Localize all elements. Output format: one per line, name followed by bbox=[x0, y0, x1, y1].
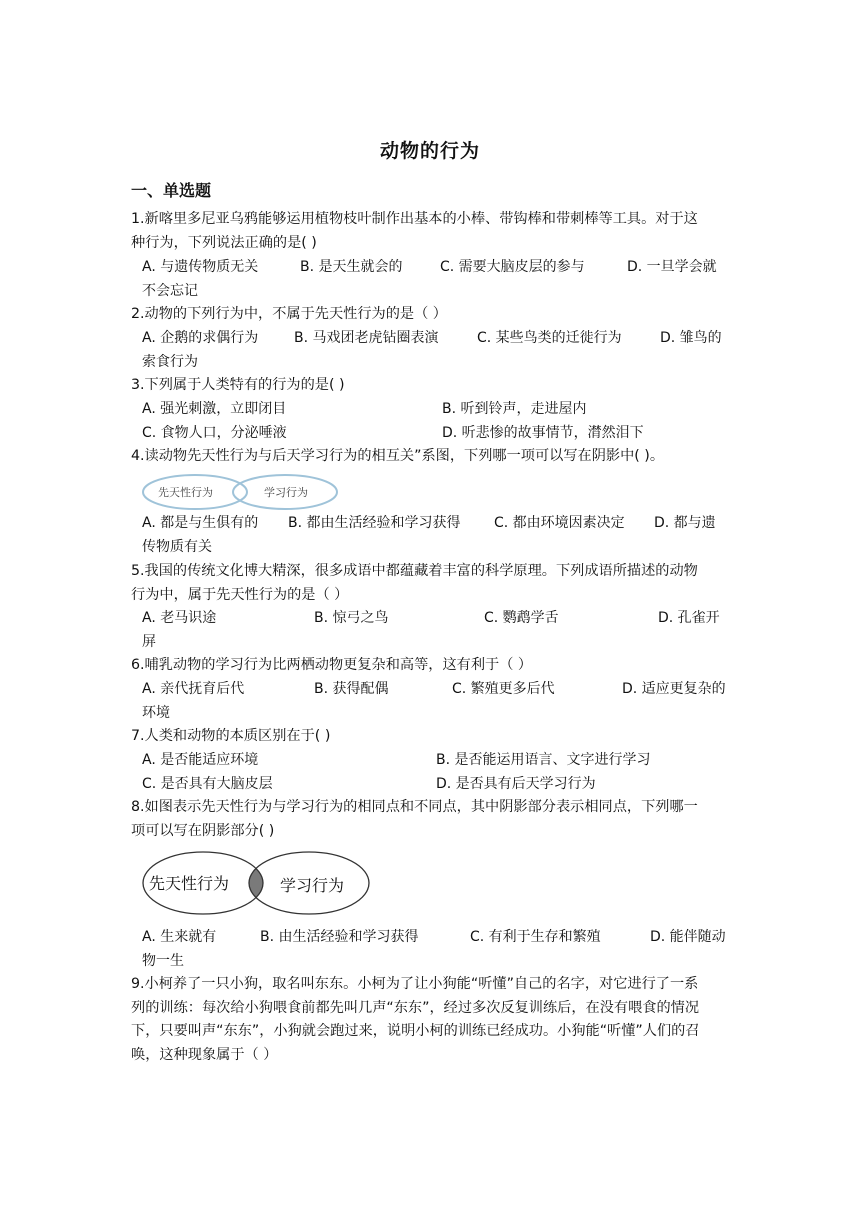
option-b[interactable]: B. 听到铃声，走进屋内 bbox=[442, 401, 587, 417]
option-a[interactable]: A. 是否能适应环境 bbox=[142, 752, 259, 768]
question-7-stem bbox=[131, 725, 731, 749]
option-d[interactable]: D. 能伴随动 bbox=[650, 929, 726, 945]
option-a[interactable]: A. 老马识途 bbox=[142, 610, 217, 626]
option-c[interactable]: C. 有利于生存和繁殖 bbox=[470, 929, 601, 945]
option-b[interactable]: B. 惊弓之鸟 bbox=[314, 610, 389, 626]
option-d-continuation: 屏 bbox=[142, 633, 156, 650]
option-c[interactable]: C. 都由环境因素决定 bbox=[494, 515, 625, 531]
question-9-stem bbox=[131, 973, 731, 1067]
stem-line: 2.动物的下列行为中，不属于先天性行为的是（ ） bbox=[131, 306, 447, 322]
option-d[interactable]: D. 听悲惨的故事情节，潸然泪下 bbox=[442, 424, 644, 441]
option-a[interactable]: A. 都是与生俱有的 bbox=[142, 515, 259, 531]
option-b[interactable]: B. 是否能运用语言、文字进行学习 bbox=[436, 752, 651, 768]
stem-line: 6.哺乳动物的学习行为比两栖动物更复杂和高等，这有利于（ ） bbox=[131, 657, 533, 673]
option-b[interactable]: B. 由生活经验和学习获得 bbox=[260, 929, 419, 945]
option-a[interactable]: A. 亲代抚育后代 bbox=[142, 681, 245, 697]
question-4-options bbox=[142, 512, 732, 559]
option-d-continuation: 物一生 bbox=[142, 952, 184, 969]
question-2-options bbox=[142, 327, 732, 374]
option-c[interactable]: C. 繁殖更多后代 bbox=[452, 681, 555, 697]
venn-right-label: 学习行为 bbox=[264, 486, 308, 499]
option-b[interactable]: B. 马戏团老虎钻圈表演 bbox=[294, 330, 439, 346]
stem-line: 行为中，属于先天性行为的是（ ） bbox=[131, 586, 349, 603]
venn-diagram-1 bbox=[140, 472, 340, 512]
option-a[interactable]: A. 强光刺激，立即闭目 bbox=[142, 401, 287, 417]
question-1-stem bbox=[131, 208, 731, 255]
page-title: 动物的行为 bbox=[379, 140, 480, 162]
question-8-options bbox=[142, 926, 732, 973]
option-d[interactable]: D. 孔雀开 bbox=[658, 610, 720, 626]
question-3-stem bbox=[131, 374, 731, 398]
option-c[interactable]: C. 某些鸟类的迁徙行为 bbox=[477, 330, 622, 346]
option-a[interactable]: A. 与遗传物质无关 bbox=[142, 259, 259, 275]
question-3-options bbox=[142, 398, 732, 445]
venn-left-label: 先天性行为 bbox=[149, 874, 230, 893]
stem-line: 7.人类和动物的本质区别在于( ) bbox=[131, 728, 331, 744]
option-a[interactable]: A. 生来就有 bbox=[142, 929, 217, 945]
option-c[interactable]: C. 需要大脑皮层的参与 bbox=[440, 259, 585, 275]
question-7-options bbox=[142, 749, 732, 796]
stem-line: 下，只要叫声“东东”，小狗就会跑过来，说明小柯的训练已经成功。小狗能“听懂”人们的召 bbox=[131, 1023, 700, 1040]
stem-line: 9.小柯养了一只小狗，取名叫东东。小柯为了让小狗能“听懂”自己的名字，对它进行了一系 bbox=[131, 976, 699, 992]
option-b[interactable]: B. 都由生活经验和学习获得 bbox=[288, 515, 461, 531]
question-4-stem bbox=[131, 445, 731, 469]
stem-line: 3.下列属于人类特有的行为的是( ) bbox=[131, 377, 345, 393]
stem-line: 4.读动物先天性行为与后天学习行为的相互关”系图，下列哪一项可以写在阴影中( )。 bbox=[131, 448, 665, 464]
option-b[interactable]: B. 是天生就会的 bbox=[300, 259, 403, 275]
question-8-stem bbox=[131, 796, 731, 843]
stem-line: 5.我国的传统文化博大精深，很多成语中都蕴藏着丰富的科学原理。下列成语所描述的动物 bbox=[131, 563, 698, 579]
venn-right-label: 学习行为 bbox=[280, 876, 345, 895]
stem-line: 1.新喀里多尼亚乌鸦能够运用植物枝叶制作出基本的小棒、带钩棒和带刺棒等工具。对于这 bbox=[131, 211, 698, 227]
option-d-continuation: 索食行为 bbox=[142, 353, 198, 370]
option-d[interactable]: D. 雏鸟的 bbox=[660, 330, 722, 346]
question-6-stem bbox=[131, 654, 731, 678]
option-d[interactable]: D. 一旦学会就 bbox=[627, 259, 717, 275]
question-5-options bbox=[142, 607, 732, 654]
option-d-continuation: 环境 bbox=[142, 704, 170, 721]
venn-diagram-2 bbox=[140, 848, 372, 918]
option-a[interactable]: A. 企鹅的求偶行为 bbox=[142, 330, 259, 346]
question-5-stem bbox=[131, 560, 731, 607]
option-d[interactable]: D. 都与遗 bbox=[654, 515, 716, 531]
question-6-options bbox=[142, 678, 732, 725]
venn-left-label: 先天性行为 bbox=[158, 486, 213, 499]
option-d[interactable]: D. 适应更复杂的 bbox=[622, 681, 726, 697]
section-heading: 一、单选题 bbox=[131, 181, 212, 200]
option-c[interactable]: C. 是否具有大脑皮层 bbox=[142, 775, 273, 792]
option-d[interactable]: D. 是否具有后天学习行为 bbox=[436, 775, 596, 792]
stem-line: 列的训练：每次给小狗喂食前都先叫几声“东东”，经过多次反复训练后，在没有喂食的情况 bbox=[131, 999, 700, 1016]
option-b[interactable]: B. 获得配偶 bbox=[314, 681, 389, 697]
stem-line: 唤，这种现象属于（ ） bbox=[131, 1046, 278, 1063]
question-1-options bbox=[142, 256, 732, 303]
option-d-continuation: 不会忘记 bbox=[142, 282, 198, 299]
option-c[interactable]: C. 食物人口，分泌唾液 bbox=[142, 424, 287, 441]
question-2-stem bbox=[131, 303, 731, 327]
stem-line: 种行为，下列说法正确的是( ) bbox=[131, 234, 317, 251]
option-c[interactable]: C. 鹦鹉学舌 bbox=[484, 610, 559, 626]
stem-line: 项可以写在阴影部分( ) bbox=[131, 822, 275, 839]
stem-line: 8.如图表示先天性行为与学习行为的相同点和不同点，其中阴影部分表示相同点，下列哪一 bbox=[131, 799, 698, 815]
option-d-continuation: 传物质有关 bbox=[142, 538, 212, 555]
